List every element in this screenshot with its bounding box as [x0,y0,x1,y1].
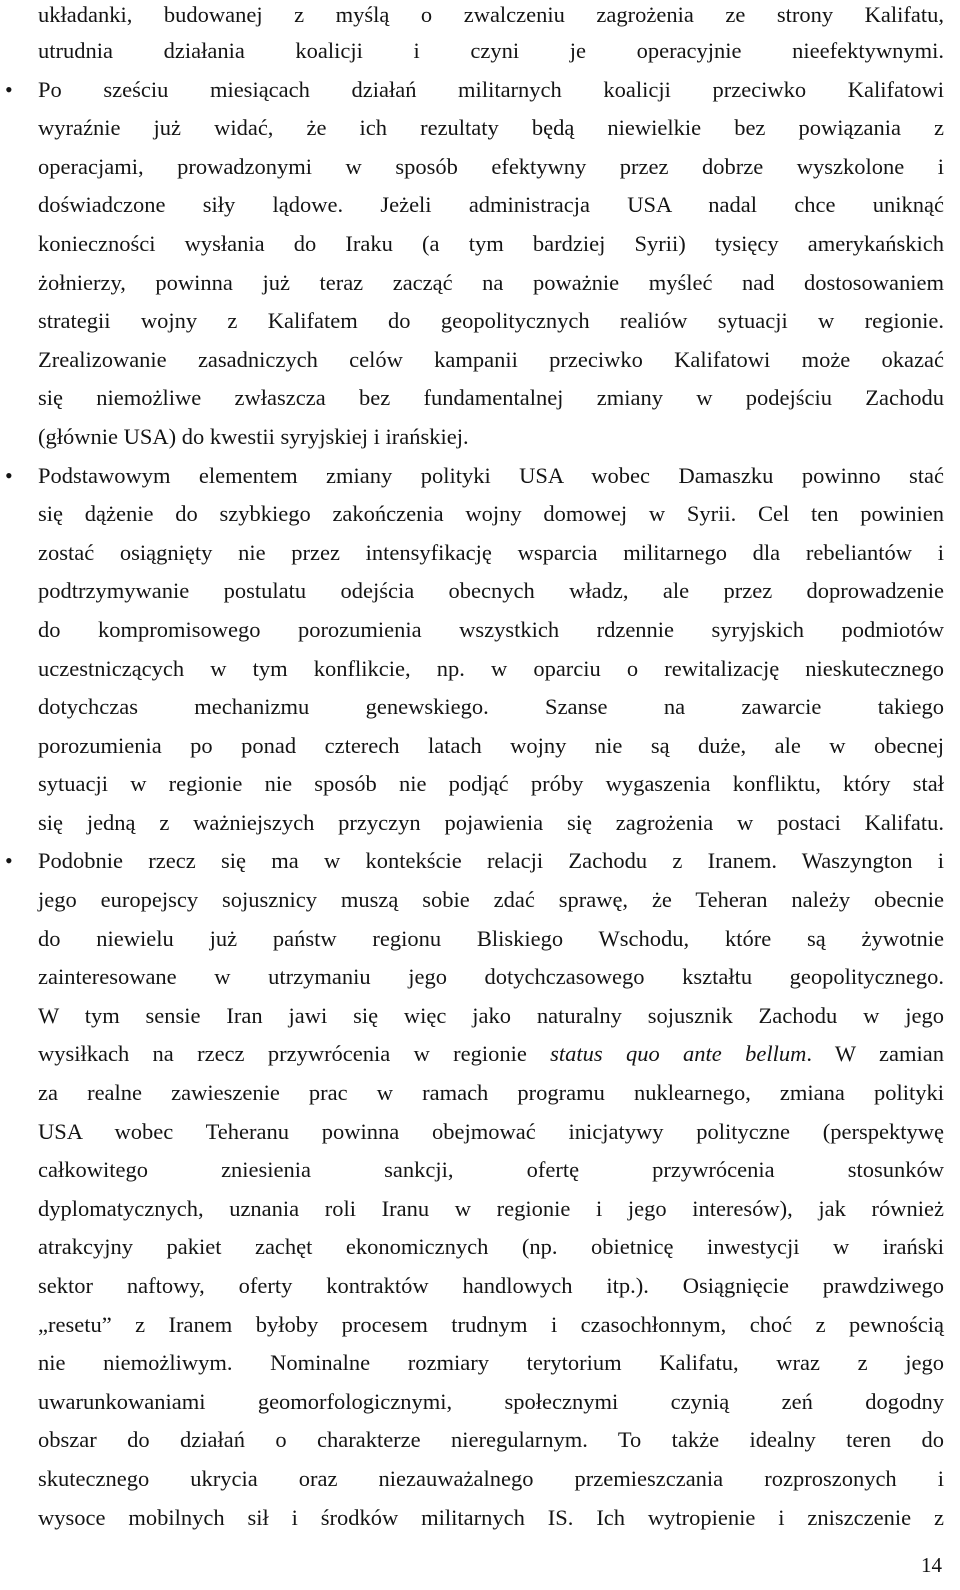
text-line [38,109,944,148]
text-line [38,688,944,727]
page-number: 14 [921,1553,942,1577]
text-line [38,920,944,959]
line-text: skutecznego ukrycia oraz niezauważalnego przemieszczania rozproszonych i [38,1465,944,1491]
text-line [38,1074,944,1113]
line-text: utrudnia działania koalicji i czyni je operacyjnie nieefektywnymi. [38,38,944,63]
line-text: nie niemożliwym. Nominalne rozmiary terytorium Kalifatu, wraz z jego [38,1350,944,1376]
line-text: sytuacji w regionie nie sposób nie podjąć próby wygaszenia konfliktu, który stał [38,771,944,797]
line-text: podtrzymywanie postulatu odejścia obecnych władz, ale przez doprowadzenie [38,578,944,604]
text-line [38,1113,944,1152]
paragraph [5,71,944,457]
text-line [38,186,944,225]
line-text: zainteresowane w utrzymaniu jego dotychczasowego kształtu geopolitycznego. [38,964,944,990]
paragraph [5,457,944,843]
paragraph [5,842,944,1537]
line-text: . W zamian [806,1041,944,1067]
text-line [38,264,944,303]
line-text: jego europejscy sojusznicy muszą sobie zdać sprawę, że Teheran należy obecnie [38,887,944,913]
line-text: wysiłkach na rzecz przywrócenia w regionie [38,1041,551,1067]
italic-phrase: status quo ante bellum [550,1041,807,1067]
text-line [38,997,944,1036]
line-text: do kompromisowego porozumienia wszystkich rdzennie syryjskich podmiotów [38,616,944,642]
text-line [38,225,944,264]
text-line [38,302,944,341]
text-line [38,1460,944,1499]
line-text: (głównie USA) do kwestii syryjskiej i irańskiej. [38,423,469,449]
line-text: się jedną z ważniejszych przyczyn pojawienia się zagrożenia w postaci Kalifatu. [38,809,944,835]
line-text: doświadczone siły lądowe. Jeżeli administracja USA nadal chce uniknąć [38,192,944,218]
line-text: uwarunkowaniami geomorfologicznymi, społecznymi czynią zeń dogodny [38,1388,944,1414]
line-text: całkowitego zniesienia sankcji, ofertę przywrócenia stosunków [38,1157,944,1183]
line-text: USA wobec Teheranu powinna obejmować inicjatywy polityczne (perspektywę [38,1118,944,1144]
line-text: Po sześciu miesiącach działań militarnych koalicji przeciwko Kalifatowi [38,76,944,102]
bullet-icon: • [5,462,13,488]
text-line [38,148,944,187]
line-text: konieczności wysłania do Iraku (a tym bardziej Syrii) tysięcy amerykańskich [38,230,944,256]
text-line [38,418,944,457]
line-text: wyraźnie już widać, że ich rezultaty będą niewielkie bez powiązania z [38,115,944,141]
text-line [38,379,944,418]
line-text: porozumienia po ponad czterech latach wojny nie są duże, ale w obecnej [38,732,944,758]
text-line [38,495,944,534]
text-line [38,1383,944,1422]
text-line [38,765,944,804]
line-text: operacjami, prowadzonymi w sposób efektywny przez dobrze wyszkolone i [38,153,944,179]
text-line [38,1190,944,1229]
bullet-icon: • [5,848,13,874]
text-line [38,1306,944,1345]
line-text: się dążenie do szybkiego zakończenia wojny domowej w Syrii. Cel ten powinien [38,501,944,527]
text-line [38,1499,944,1538]
line-text: dotychczas mechanizmu genewskiego. Szanse na zawarcie takiego [38,694,944,720]
line-text: W tym sensie Iran jawi się więc jako naturalny sojusznik Zachodu w jego [38,1002,944,1028]
line-text: obszar do działań o charakterze nieregularnym. To także idealny teren do [38,1427,944,1453]
line-text: Podstawowym elementem zmiany polityki USA wobec Damaszku powinno stać [38,462,944,488]
text-line [38,0,944,32]
text-line [38,1344,944,1383]
text-line [38,611,944,650]
text-line [38,1228,944,1267]
paragraph [38,0,944,71]
text-line [38,958,944,997]
text-line [38,1421,944,1460]
text-line [38,881,944,920]
text-line [5,457,944,496]
text-line [38,727,944,766]
line-text: za realne zawieszenie prac w ramach programu nuklearnego, zmiana polityki [38,1080,944,1106]
bullet-icon: • [5,76,13,102]
line-text: żołnierzy, powinna już teraz zacząć na poważnie myśleć nad dostosowaniem [38,269,944,295]
text-line [38,650,944,689]
line-text: Podobnie rzecz się ma w kontekście relacji Zachodu z Iranem. Waszyngton i [38,848,944,874]
text-line [38,32,944,71]
line-text: Zrealizowanie zasadniczych celów kampanii przeciwko Kalifatowi może okazać [38,346,944,372]
text-line [38,1035,944,1074]
line-text: uczestniczących w tym konflikcie, np. w oparciu o rewitalizację nieskutecznego [38,655,944,681]
line-text: układanki, budowanej z myślą o zwalczeniu zagrożenia ze strony Kalifatu, [38,2,944,27]
line-text: atrakcyjny pakiet zachęt ekonomicznych (np. obietnicę inwestycji w irański [38,1234,944,1260]
line-text: dyplomatycznych, uznania roli Iranu w regionie i jego interesów), jak również [38,1195,944,1221]
text-line [38,572,944,611]
text-line [38,341,944,380]
text-line [5,842,944,881]
text-line [38,1151,944,1190]
text-line [38,1267,944,1306]
line-text: wysoce mobilnych sił i środków militarnych IS. Ich wytropienie i zniszczenie z [38,1504,944,1530]
line-text: się niemożliwe zwłaszcza bez fundamentalnej zmiany w podejściu Zachodu [38,385,944,411]
text-line [5,71,944,110]
document-page [5,0,944,1537]
line-text: „resetu” z Iranem byłoby procesem trudnym i czasochłonnym, choć z pewnością [38,1311,944,1337]
line-text: zostać osiągnięty nie przez intensyfikację wsparcia militarnego dla rebeliantów i [38,539,944,565]
text-line [38,534,944,573]
document-body [5,0,944,1537]
text-line [38,804,944,843]
line-text: sektor naftowy, oferty kontraktów handlowych itp.). Osiągnięcie prawdziwego [38,1273,944,1298]
line-text: do niewielu już państw regionu Bliskiego Wschodu, które są żywotnie [38,925,944,951]
line-text: strategii wojny z Kalifatem do geopolitycznych realiów sytuacji w regionie. [38,308,944,334]
